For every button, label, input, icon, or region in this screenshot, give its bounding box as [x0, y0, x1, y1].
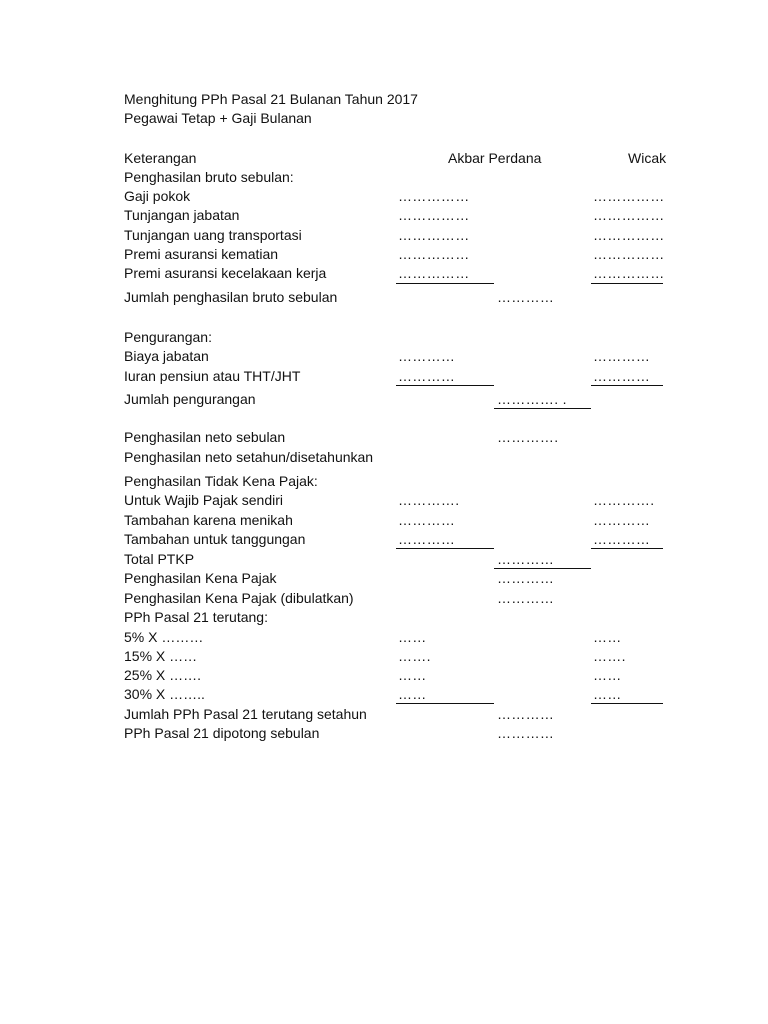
- value-blank: …………: [593, 368, 651, 384]
- value-blank: ……: [593, 629, 622, 645]
- row-label-pph-dipotong-sebulan: PPh Pasal 21 dipotong sebulan: [124, 725, 320, 741]
- row-label-total-ptkp: Total PTKP: [124, 551, 195, 567]
- value-blank: …………: [497, 570, 555, 586]
- subtotal-underline: [494, 568, 591, 569]
- subtotal-underline: [591, 548, 663, 549]
- value-blank: ……: [398, 686, 427, 702]
- value-blank: …………: [398, 368, 456, 384]
- subtotal-underline: [396, 703, 494, 704]
- section-heading-bruto: Penghasilan bruto sebulan:: [124, 169, 294, 185]
- column-header-akbar-perdana: Akbar Perdana: [448, 150, 542, 166]
- subtotal-underline: [591, 385, 663, 386]
- document-subtitle: Pegawai Tetap + Gaji Bulanan: [124, 110, 312, 126]
- row-label-tarif-15: 15% X ……: [124, 648, 198, 664]
- value-blank: ……………: [398, 207, 470, 223]
- value-blank: ……: [593, 667, 622, 683]
- value-blank: ………….: [398, 492, 460, 508]
- value-blank: …….: [398, 648, 431, 664]
- value-blank: …………: [497, 551, 555, 567]
- value-blank: ……………: [593, 265, 665, 281]
- value-blank: ……: [398, 629, 427, 645]
- value-blank: ……: [398, 667, 427, 683]
- subtotal-underline: [396, 385, 494, 386]
- column-header-wicak: Wicak: [628, 150, 667, 166]
- row-label-pkp: Penghasilan Kena Pajak: [124, 570, 277, 586]
- value-blank: ……………: [398, 246, 470, 262]
- value-blank: ………….: [497, 429, 559, 445]
- row-label-biaya-jabatan: Biaya jabatan: [124, 348, 209, 364]
- row-label-jumlah-pph-setahun: Jumlah PPh Pasal 21 terutang setahun: [124, 706, 367, 722]
- value-blank: ……………: [398, 265, 470, 281]
- subtotal-underline: [396, 283, 494, 284]
- row-label-pkp-dibulatkan: Penghasilan Kena Pajak (dibulatkan): [124, 590, 354, 606]
- row-label-tarif-30: 30% X ……..: [124, 686, 205, 702]
- value-blank: …………: [398, 348, 456, 364]
- value-blank: ……………: [593, 246, 665, 262]
- value-blank: …….: [593, 648, 626, 664]
- value-blank: ……………: [593, 207, 665, 223]
- row-label-gaji-pokok: Gaji pokok: [124, 188, 191, 204]
- row-label-iuran-pensiun: Iuran pensiun atau THT/JHT: [124, 368, 301, 384]
- value-blank: …………: [398, 531, 456, 547]
- row-label-tunjangan-transportasi: Tunjangan uang transportasi: [124, 227, 302, 243]
- value-blank: …………: [497, 725, 555, 741]
- document-title: Menghitung PPh Pasal 21 Bulanan Tahun 2017: [124, 91, 418, 107]
- value-blank: ……: [593, 686, 622, 702]
- row-label-tunjangan-jabatan: Tunjangan jabatan: [124, 207, 240, 223]
- value-blank: ……………: [593, 188, 665, 204]
- value-blank: …………: [593, 348, 651, 364]
- value-blank: …………: [497, 706, 555, 722]
- row-label-premi-kematian: Premi asuransi kematian: [124, 246, 279, 262]
- value-blank: …………: [497, 289, 555, 305]
- row-label-neto-sebulan: Penghasilan neto sebulan: [124, 429, 286, 445]
- value-blank: …………: [593, 531, 651, 547]
- row-label-tambahan-menikah: Tambahan karena menikah: [124, 512, 293, 528]
- row-label-premi-kecelakaan: Premi asuransi kecelakaan kerja: [124, 265, 327, 281]
- section-heading-pengurangan: Pengurangan:: [124, 329, 212, 345]
- row-label-tambahan-tanggungan: Tambahan untuk tanggungan: [124, 531, 306, 547]
- subtotal-underline: [396, 548, 494, 549]
- row-label-wp-sendiri: Untuk Wajib Pajak sendiri: [124, 492, 283, 508]
- subtotal-underline: [494, 408, 591, 409]
- row-label-jumlah-bruto: Jumlah penghasilan bruto sebulan: [124, 289, 338, 305]
- column-header-keterangan: Keterangan: [124, 150, 197, 166]
- row-label-neto-setahun: Penghasilan neto setahun/disetahunkan: [124, 449, 374, 465]
- value-blank: ……………: [398, 188, 470, 204]
- row-label-tarif-25: 25% X …….: [124, 667, 202, 683]
- subtotal-underline: [591, 703, 663, 704]
- row-label-jumlah-pengurangan: Jumlah pengurangan: [124, 391, 256, 407]
- row-label-tarif-5: 5% X ………: [124, 629, 204, 645]
- value-blank: …………: [497, 590, 555, 606]
- value-blank: …………: [593, 512, 651, 528]
- section-heading-pph-terutang: PPh Pasal 21 terutang:: [124, 609, 268, 625]
- value-blank: ………….: [593, 492, 655, 508]
- value-blank: ……………: [398, 227, 470, 243]
- value-blank: …………. .: [497, 391, 567, 407]
- section-heading-ptkp: Penghasilan Tidak Kena Pajak:: [124, 473, 318, 489]
- subtotal-underline: [591, 283, 663, 284]
- value-blank: ……………: [593, 227, 665, 243]
- value-blank: …………: [398, 512, 456, 528]
